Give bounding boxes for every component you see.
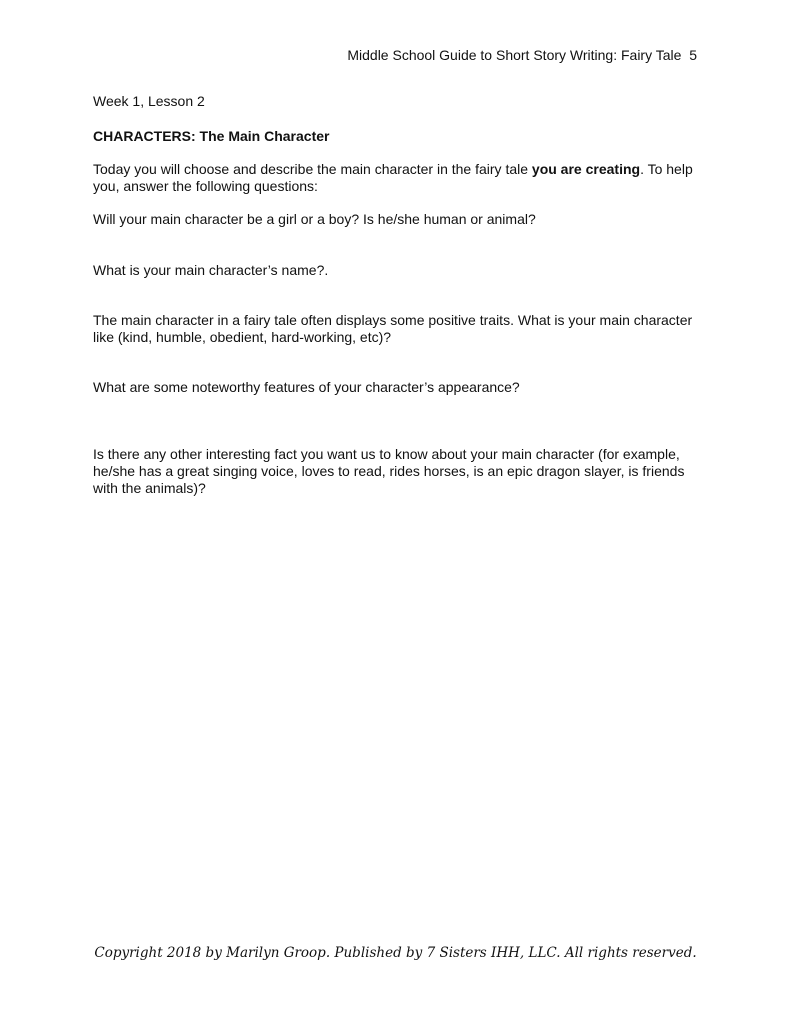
question-4: What are some noteworthy features of your character’s appearance? (93, 379, 520, 395)
running-header (347, 47, 697, 63)
question-2: What is your main character’s name?. (93, 262, 329, 278)
intro-emphasis: you are creating (531, 161, 641, 177)
question-5: Is there any other interesting fact you want us to know about your main character (for example, he/she has a great singing voice, loves to read, rides horses, is an epic dragon slayer, is friends with the animals)? (93, 446, 685, 496)
week-lesson-label: Week 1, Lesson 2 (93, 93, 205, 109)
question-1: Will your main character be a girl or a boy? Is he/she human or animal? (93, 211, 536, 227)
section-heading: CHARACTERS: The Main Character (93, 128, 330, 144)
page-number: 5 (689, 47, 697, 63)
running-title: Middle School Guide to Short Story Writing: Fairy Tale (347, 47, 682, 63)
question-3: The main character in a fairy tale often displays some positive traits. What is your main character like (kind, humble, obedient, hard-working, etc)? (93, 312, 693, 345)
intro-paragraph: Today you will choose and describe the main character in the fairy tale you are creating. To help you, answer the following questions: (93, 161, 693, 194)
copyright-footer: Copyright 2018 by Marilyn Groop. Published by 7 Sisters IHH, LLC. All rights reserved. (94, 945, 697, 961)
